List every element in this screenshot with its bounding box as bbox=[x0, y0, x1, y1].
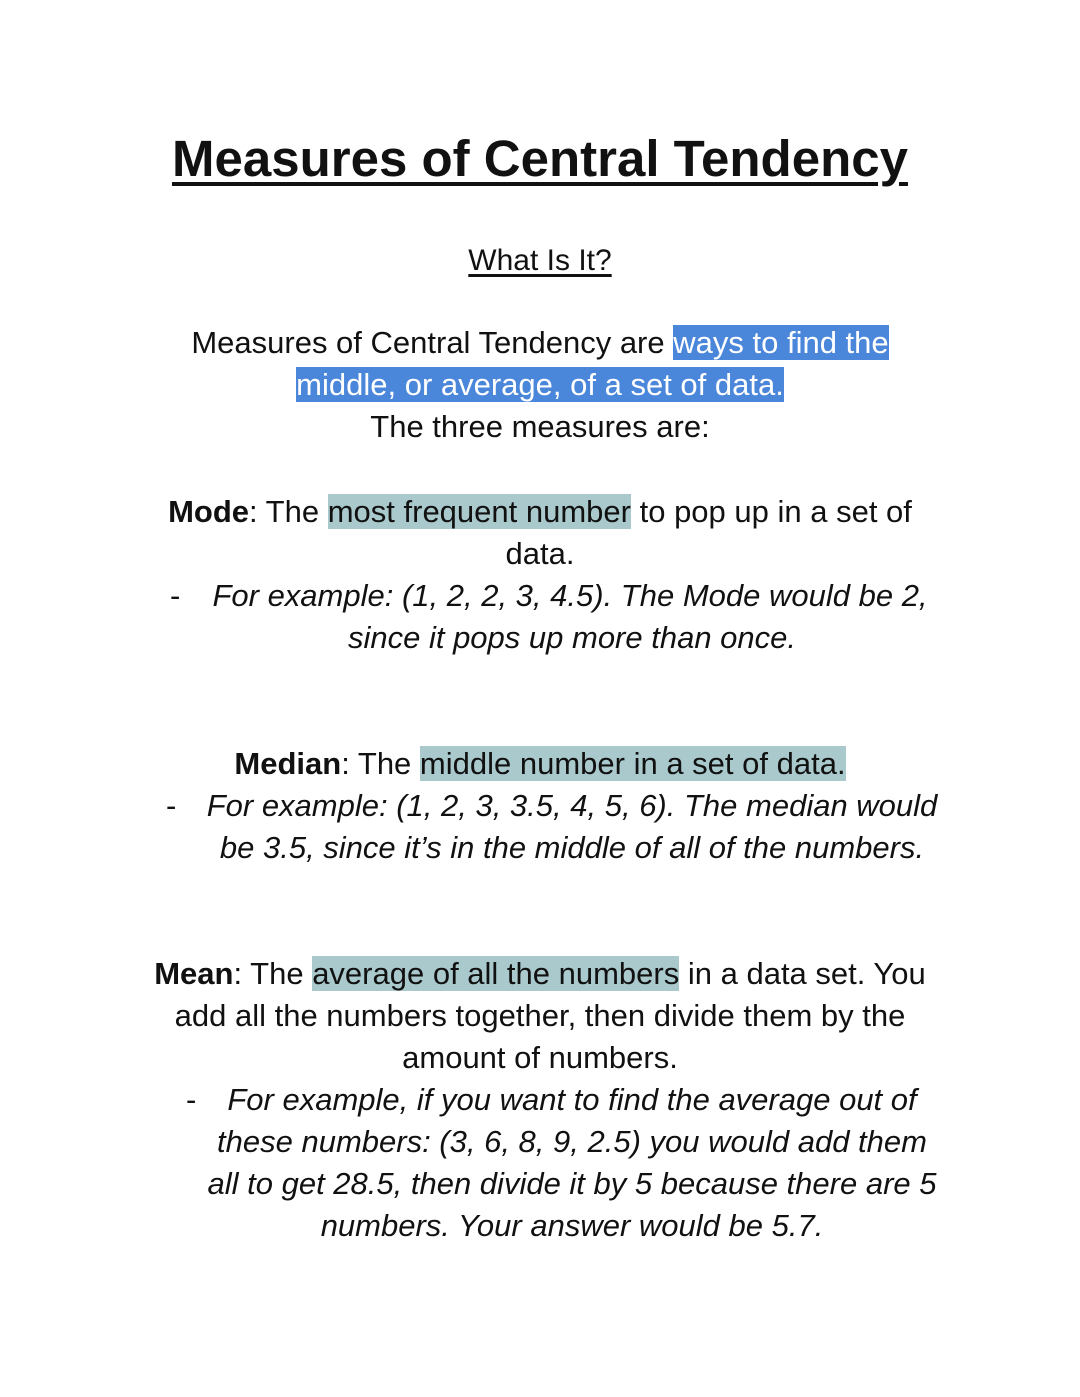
mean-example-line-2: these numbers: (3, 6, 8, 9, 2.5) you would add them bbox=[217, 1124, 927, 1159]
mode-example-line-2: since it pops up more than once. bbox=[347, 620, 797, 655]
median-definition bbox=[0, 743, 1080, 785]
mean-highlight: average of all the numbers bbox=[312, 956, 680, 991]
mean-bullet: - bbox=[186, 1082, 197, 1117]
mean-definition bbox=[0, 953, 1080, 995]
mode-rest: to pop up in a set of bbox=[630, 494, 912, 529]
mean-example-line-4: numbers. Your answer would be 5.7. bbox=[320, 1208, 824, 1243]
section-heading: What Is It? bbox=[468, 244, 612, 277]
mode-highlight: most frequent number bbox=[327, 494, 631, 529]
mean-colon: : The bbox=[233, 956, 313, 991]
mode-definition-line-2: data. bbox=[505, 536, 575, 571]
mode-bullet: - bbox=[170, 578, 181, 613]
intro-line-1 bbox=[0, 322, 1080, 364]
mean-example-line-1: For example, if you want to find the average out of bbox=[227, 1082, 917, 1117]
mean-definition-line-3: amount of numbers. bbox=[402, 1040, 678, 1075]
median-example-line-1: For example: (1, 2, 3, 3.5, 4, 5, 6). The median would bbox=[206, 788, 938, 823]
mean-example-line-3: all to get 28.5, then divide it by 5 because there are 5 bbox=[207, 1166, 937, 1201]
intro-text: Measures of Central Tendency are bbox=[191, 325, 674, 360]
median-colon: : The bbox=[341, 746, 420, 781]
mean-rest: in a data set. You bbox=[679, 956, 926, 991]
mode-definition bbox=[0, 491, 1080, 533]
mean-term: Mean bbox=[154, 956, 234, 991]
intro-highlight-2: middle, or average, of a set of data. bbox=[296, 367, 784, 402]
page-title: Measures of Central Tendency bbox=[172, 130, 908, 187]
median-bullet: - bbox=[166, 788, 177, 823]
median-example-line-2: be 3.5, since it’s in the middle of all of the numbers. bbox=[219, 830, 925, 865]
mode-example-line-1: For example: (1, 2, 2, 3, 4.5). The Mode would be 2, bbox=[212, 578, 928, 613]
intro-highlight-1: ways to find the bbox=[673, 325, 889, 360]
median-highlight: middle number in a set of data. bbox=[419, 746, 846, 781]
median-term: Median bbox=[234, 746, 342, 781]
intro-line-2 bbox=[0, 364, 1080, 406]
mean-definition-line-2: add all the numbers together, then divide them by the bbox=[174, 998, 906, 1033]
mode-term: Mode bbox=[168, 494, 250, 529]
mode-colon: : The bbox=[249, 494, 328, 529]
intro-line-3: The three measures are: bbox=[370, 409, 710, 444]
